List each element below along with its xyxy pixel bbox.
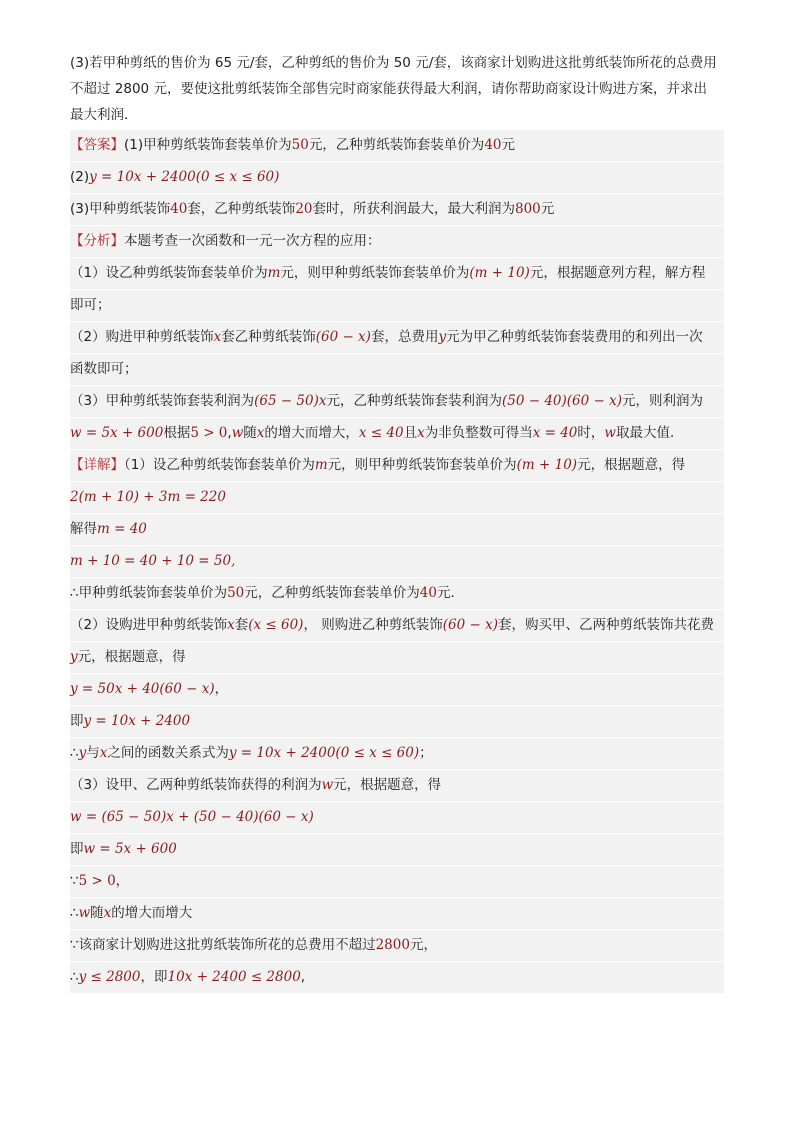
math: (x ≤ 60) bbox=[248, 617, 304, 633]
detail-tag: 【详解】 bbox=[70, 457, 124, 473]
detail-d10 bbox=[70, 738, 724, 770]
text: （2）设购进甲种剪纸装饰 bbox=[70, 617, 228, 633]
analysis-tag: 【分析】 bbox=[70, 233, 124, 249]
math: 40 bbox=[170, 201, 188, 217]
math: 2800 bbox=[375, 937, 410, 953]
text: 且 bbox=[403, 425, 418, 441]
text: 元，乙种剪纸装饰套装利润为 bbox=[326, 393, 502, 409]
math: 40 bbox=[419, 585, 437, 601]
text: 元，根据题意，得 bbox=[333, 777, 442, 793]
math: w bbox=[604, 425, 616, 441]
text: 元，乙种剪纸装饰套装单价为 bbox=[244, 585, 420, 601]
math: w = 5x + 600 bbox=[83, 841, 177, 857]
math: 2(m + 10) + 3m = 220 bbox=[70, 489, 226, 505]
math: (m + 10) bbox=[516, 457, 578, 473]
math: w = 5x + 600 bbox=[70, 425, 164, 441]
answer-line-1 bbox=[70, 130, 724, 162]
math: x bbox=[103, 905, 112, 921]
analysis-p1-cont bbox=[70, 290, 724, 322]
detail-d2 bbox=[70, 482, 724, 514]
text: , bbox=[227, 425, 232, 441]
text: （3）甲种剪纸装饰套装利润为 bbox=[70, 393, 255, 409]
text: 根据 bbox=[163, 425, 191, 441]
text: 套 bbox=[234, 617, 249, 633]
text: , bbox=[300, 969, 306, 985]
text: ∴ bbox=[70, 905, 79, 921]
text: 套，总费用 bbox=[370, 329, 439, 345]
text: 元，则利润为 bbox=[622, 393, 704, 409]
text: 元，根据题意，得 bbox=[577, 457, 686, 473]
math: x bbox=[213, 329, 222, 345]
math: y bbox=[70, 649, 78, 665]
detail-d8 bbox=[70, 674, 724, 706]
text: 元，乙种剪纸装饰套装单价为 bbox=[308, 137, 485, 153]
question-line: 最大利润． bbox=[70, 107, 138, 123]
question-part-3 bbox=[70, 50, 724, 128]
math: y = 10x + 2400(0 ≤ x ≤ 60) bbox=[89, 169, 280, 185]
analysis-p1 bbox=[70, 258, 724, 290]
math: y ≤ 2800 bbox=[78, 969, 141, 985]
text: (1)甲种剪纸装饰套装单价为 bbox=[124, 137, 292, 153]
text: ∴ bbox=[70, 745, 79, 761]
math: 5 > 0 bbox=[78, 873, 116, 889]
text: 元，根据题意列方程，解方程 bbox=[529, 265, 706, 281]
analysis-p3-cont bbox=[70, 418, 724, 450]
document-page bbox=[70, 50, 724, 994]
math: x bbox=[417, 425, 425, 441]
text: （1）设乙种剪纸装饰套装单价为 bbox=[124, 457, 315, 473]
text: 套，乙种剪纸装饰 bbox=[187, 201, 296, 217]
math: x = 40 bbox=[532, 425, 578, 441]
text: ，即 bbox=[140, 969, 168, 985]
detail-d12 bbox=[70, 802, 724, 834]
text: 为非负整数可得当 bbox=[424, 425, 533, 441]
analysis-p2-cont bbox=[70, 354, 724, 386]
text: 元 bbox=[501, 137, 515, 153]
math: w = (65 − 50)x + (50 − 40)(60 − x) bbox=[70, 809, 314, 825]
question-line: 不超过 2800 元，要使这批剪纸装饰全部售完时商家能获得最大利润，请你帮助商家设计购进方案，并求出 bbox=[70, 81, 707, 97]
detail-d17 bbox=[70, 962, 724, 994]
math: (65 − 50)x bbox=[254, 393, 327, 409]
math: x bbox=[99, 745, 108, 761]
text: ∴ bbox=[70, 969, 79, 985]
detail-d3 bbox=[70, 514, 724, 546]
detail-d16 bbox=[70, 930, 724, 962]
math: x bbox=[227, 617, 235, 633]
text: 的增大而增大， bbox=[264, 425, 359, 441]
text: 即 bbox=[70, 713, 84, 729]
math: w bbox=[78, 905, 91, 921]
text: 套时，所获利润最大，最大利润为 bbox=[312, 201, 515, 217]
text: 即 bbox=[70, 841, 84, 857]
math: y = 50x + 40(60 − x) bbox=[70, 681, 215, 697]
text: 时， bbox=[577, 425, 605, 441]
math: (m + 10) bbox=[469, 265, 530, 281]
math: m + 10 = 40 + 10 = 50, bbox=[70, 553, 236, 569]
text: 套，购买甲、乙两种剪纸装饰共花费 bbox=[497, 617, 714, 633]
math: (60 − x) bbox=[442, 617, 498, 633]
text: （1）设乙种剪纸装饰套装单价为 bbox=[70, 265, 268, 281]
text: ， bbox=[115, 873, 130, 889]
text: 函数即可； bbox=[70, 361, 138, 377]
text: （2）购进甲种剪纸装饰 bbox=[70, 329, 214, 345]
math: 10x + 2400 ≤ 2800 bbox=[167, 969, 301, 985]
detail-d4 bbox=[70, 546, 724, 578]
math: y = 10x + 2400(0 ≤ x ≤ 60) bbox=[228, 745, 420, 761]
detail-d1 bbox=[70, 450, 724, 482]
math: 20 bbox=[295, 201, 313, 217]
math: 5 > 0 bbox=[190, 425, 228, 441]
math: m bbox=[267, 265, 281, 281]
math: x ≤ 40 bbox=[358, 425, 404, 441]
analysis-p3 bbox=[70, 386, 724, 418]
text: 元． bbox=[436, 585, 464, 601]
text: 元，则甲种剪纸装饰套装单价为 bbox=[280, 265, 470, 281]
text: ∴甲种剪纸装饰套装单价为 bbox=[70, 585, 228, 601]
text: 元，根据题意，得 bbox=[77, 649, 186, 665]
analysis-intro bbox=[70, 226, 724, 258]
math: 50 bbox=[227, 585, 245, 601]
math: 800 bbox=[515, 201, 541, 217]
text: ∵ bbox=[70, 873, 79, 889]
math: x bbox=[256, 425, 265, 441]
math: m bbox=[314, 457, 328, 473]
text: ∵该商家计划购进这批剪纸装饰所花的总费用不超过 bbox=[70, 937, 376, 953]
math: m = 40 bbox=[97, 521, 147, 537]
solution-block bbox=[70, 130, 724, 994]
text: 的增大而增大 bbox=[111, 905, 193, 921]
text: (2) bbox=[70, 169, 90, 185]
detail-d5 bbox=[70, 578, 724, 610]
text: ； bbox=[419, 745, 433, 761]
math: y = 10x + 2400 bbox=[83, 713, 191, 729]
answer-line-3 bbox=[70, 194, 724, 226]
math: y bbox=[78, 745, 87, 761]
detail-d6 bbox=[70, 610, 724, 642]
math: w bbox=[321, 777, 334, 793]
text: ， 则购进乙种剪纸装饰 bbox=[303, 617, 443, 633]
text: 元 bbox=[540, 201, 555, 217]
text: 解得 bbox=[70, 521, 97, 537]
text: 套乙种剪纸装饰 bbox=[221, 329, 316, 345]
question-line: (3)若甲种剪纸的售价为 65 元/套，乙种剪纸的售价为 50 元/套，该商家计划购进这批剪纸装饰所花的总费用 bbox=[70, 55, 717, 71]
analysis-p2 bbox=[70, 322, 724, 354]
text: 之间的函数关系式为 bbox=[107, 745, 229, 761]
answer-line-2 bbox=[70, 162, 724, 194]
text: 即可； bbox=[70, 297, 111, 313]
text: 元，则甲种剪纸装饰套装单价为 bbox=[327, 457, 517, 473]
text: ， bbox=[214, 681, 229, 697]
text: 与 bbox=[86, 745, 100, 761]
text: （3）设甲、乙两种剪纸装饰获得的利润为 bbox=[70, 777, 322, 793]
text: 随 bbox=[90, 905, 104, 921]
detail-d11 bbox=[70, 770, 724, 802]
text: 元， bbox=[409, 937, 437, 953]
text: 随 bbox=[243, 425, 257, 441]
detail-d14 bbox=[70, 866, 724, 898]
detail-d13 bbox=[70, 834, 724, 866]
text: (3)甲种剪纸装饰 bbox=[70, 201, 171, 217]
math: y bbox=[438, 329, 447, 345]
math: 50 bbox=[291, 137, 309, 153]
answer-tag: 【答案】 bbox=[70, 137, 124, 153]
text: 取最大值． bbox=[615, 425, 684, 441]
math: 40 bbox=[484, 137, 502, 153]
detail-d9 bbox=[70, 706, 724, 738]
detail-d7 bbox=[70, 642, 724, 674]
math: w bbox=[231, 425, 244, 441]
text: 本题考查一次函数和一元一次方程的应用： bbox=[124, 233, 381, 249]
math: (60 − x) bbox=[315, 329, 371, 345]
detail-d15 bbox=[70, 898, 724, 930]
math: (50 − 40)(60 − x) bbox=[502, 393, 623, 409]
text: 元为甲乙种剪纸装饰套装费用的和列出一次 bbox=[446, 329, 703, 345]
